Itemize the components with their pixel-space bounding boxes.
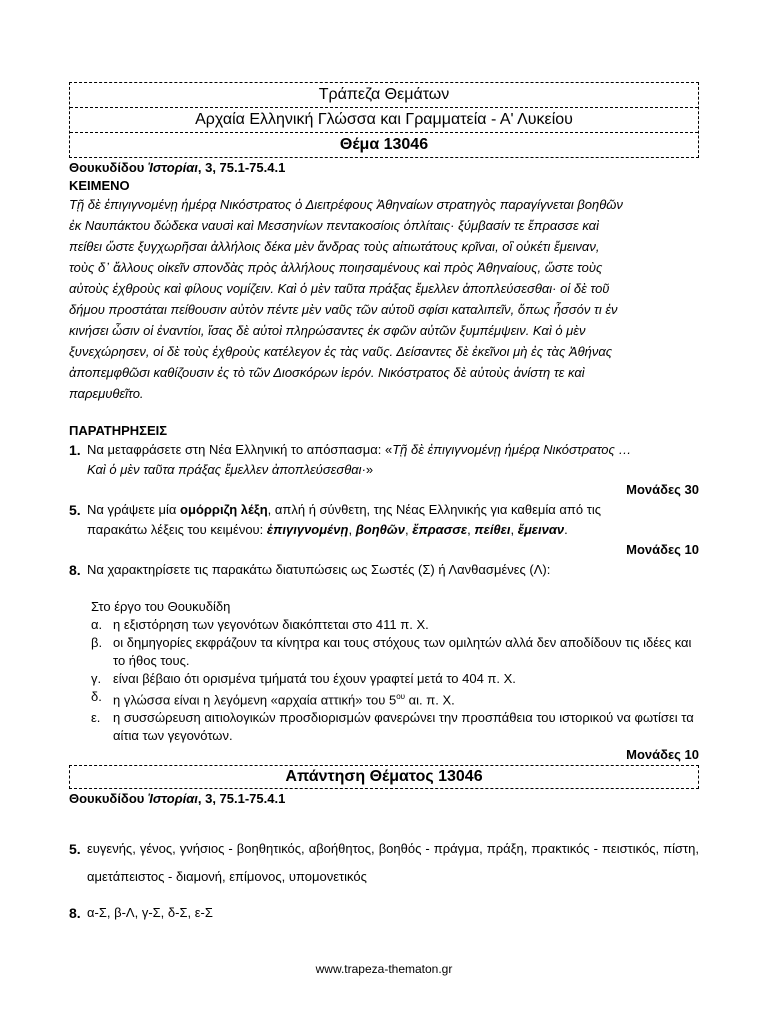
text-line: αὐτοὺς ἐχθροὺς καὶ φίλους νομίζειν. Καὶ ὁ μὲν ταῦτα πράξας ἔμελλεν ἀποπλεύσεσθαι· οἱ δὲ τοῦ <box>69 281 610 296</box>
separator: , <box>404 522 413 537</box>
question-number: 1. <box>69 442 81 458</box>
source-reference <box>69 160 699 176</box>
answer-number: 5. <box>69 841 81 858</box>
answer-8 <box>69 899 699 927</box>
term: ἔμειναν <box>517 522 565 537</box>
text-line: κινήσει ὦσιν οἱ ἐναντίοι, ἴσας δὲ αὐτοὶ πληρώσαντες ἐκ σφῶν αὐτῶν ξυμπέμψειν. Καὶ ὁ μὲν <box>69 323 586 338</box>
question-text: παρακάτω λέξεις του κειμένου: <box>87 522 267 537</box>
text-line: ξυνεχώρησεν, οἱ δὲ τοὺς ἐχθροὺς κατέλεγον ἐς τὰς ναῦς. Δείσαντες δὲ ἐκεῖνοι μὴ ἐς τὰς Ἀθήνας <box>69 344 613 359</box>
term: βοηθῶν <box>355 522 405 537</box>
statement-text: η συσσώρευση αιτιολογικών προσδιορισμών φανερώνει την προσπάθεια του ιστορικού να φωτίσει τα αίτια των γεγονότων. <box>113 710 694 744</box>
text-line: ἀποπεμφθῶσι καθίζουσιν ἐς τὸ τῶν Διοσκόρων ἱερόν. Νικόστρατος δὲ αὐτοὺς ἀνίστη τε καὶ <box>69 365 585 380</box>
answer-5 <box>69 835 699 891</box>
quote: Τῇ δὲ ἐπιγιγνομένῃ ἡμέρᾳ Νικόστρατος … <box>392 442 632 457</box>
question-number: 8. <box>69 562 81 578</box>
term: ἐπιγιγνομένῃ <box>266 522 349 537</box>
text-line: δήμου προστάται πείθουσιν αὐτὸν πέντε μὲν ναῦς τῶν αὑτοῦ σφίσι καταλιπεῖν, ὅπως ἧσσόν τι ἐν <box>69 302 618 317</box>
separator: , <box>510 522 518 537</box>
statement-c <box>69 670 699 688</box>
source-ref: , 3, 75.1-75.4.1 <box>197 160 286 175</box>
notes-heading: ΠΑΡΑΤΗΡΗΣΕΙΣ <box>69 423 168 438</box>
text-line: παρεμυθεῖτο. <box>69 386 144 401</box>
source-ref: , 3, 75.1-75.4.1 <box>197 791 286 807</box>
question-number: 5. <box>69 502 81 518</box>
statement-b <box>69 634 699 670</box>
separator: , <box>467 522 475 537</box>
question-text: Να μεταφράσετε στη Νέα Ελληνική το απόσπασμα: « <box>87 442 393 457</box>
statement-letter: α. <box>91 617 103 632</box>
emphasis: ομόρριζη λέξη <box>180 502 268 517</box>
text-line: πείθει ὥστε ξυγχωρῆσαι ἀλλήλοις δέκα μὲν ἄνδρας τοὺς αἰτιωτάτους κρῖναι, οἳ οὐκέτι ἔμειναν, <box>69 239 600 254</box>
statement-text: αι. π. Χ. <box>405 692 455 708</box>
statement-e <box>69 709 699 745</box>
question-1 <box>69 440 699 480</box>
statement-d <box>69 688 699 709</box>
answer-text: α-Σ, β-Λ, γ-Σ, δ-Σ, ε-Σ <box>87 905 213 921</box>
answer-number: 8. <box>69 905 81 922</box>
statement-body <box>113 688 699 709</box>
statement-letter: δ. <box>91 689 102 704</box>
question-text: Να χαρακτηρίσετε τις παρακάτω διατυπώσεις ως Σωστές (Σ) ή Λανθασμένες (Λ): <box>87 562 551 577</box>
statement-letter: γ. <box>91 671 102 686</box>
question-5 <box>69 500 699 540</box>
answer-title: Απάντηση Θέματος 13046 <box>285 768 483 786</box>
quote-close: » <box>365 462 374 477</box>
question-text: Να γράψετε μία <box>87 502 181 517</box>
source-author: Θουκυδίδου <box>69 791 145 807</box>
statement-text: η εξιστόρηση των γεγονότων διακόπτεται στο 411 π. Χ. <box>113 617 429 632</box>
question-text: , απλή ή σύνθετη, της Νέας Ελληνικής για καθεμία από τις <box>267 502 602 517</box>
answer-source-reference <box>69 791 699 807</box>
footer-url: www.trapeza-thematon.gr <box>315 962 453 976</box>
document-page <box>69 82 699 927</box>
statement-text: είναι βέβαιο ότι ορισμένα τμήματά του έχουν γραφτεί μετά το 404 π. Χ. <box>113 671 516 686</box>
source-author: Θουκυδίδου <box>69 160 145 175</box>
ancient-text <box>69 194 699 404</box>
bank-title: Τράπεζα Θεμάτων <box>318 86 450 103</box>
text-line: τοὺς δ᾽ ἄλλους οἰκεῖν σπονδὰς πρὸς ἀλλήλους ποιησαμένους καὶ πρὸς Ἀθηναίους, ὥστε τοὺς <box>69 260 603 275</box>
source-work: Ἱστορίαι <box>147 160 198 175</box>
marks: Μονάδες 30 <box>626 482 699 497</box>
text-line: ἐκ Ναυπάκτου δώδεκα ναυσὶ καὶ Μεσσηνίων πεντακοσίοις ὁπλίταις· ξύμβασίν τε ἔπρασσε καὶ <box>69 218 599 233</box>
statement-letter: ε. <box>91 710 101 726</box>
statement-text: οι δημηγορίες εκφράζουν τα κίνητρα και τους στόχους των ομιλητών αλλά δεν αποδίδουν τις ιδέες και το ήθος τους. <box>113 635 692 668</box>
period: . <box>564 522 568 537</box>
statement-a <box>69 616 699 634</box>
title-box <box>69 82 699 158</box>
statement-text: η γλώσσα είναι η λεγόμενη «αρχαία αττική» του 5 <box>113 692 397 708</box>
text-heading: ΚΕΙΜΕΝΟ <box>69 178 130 193</box>
quote: Καὶ ὁ μὲν ταῦτα πράξας ἔμελλεν ἀποπλεύσεσθαι· <box>87 462 366 477</box>
text-line: Τῇ δὲ ἐπιγιγνομένῃ ἡμέρᾳ Νικόστρατος ὁ Διειτρέφους Ἀθηναίων στρατηγὸς παραγίγνεται βοηθῶν <box>69 197 623 212</box>
question-8 <box>69 560 699 580</box>
term: πείθει <box>474 522 511 537</box>
course-title: Αρχαία Ελληνική Γλώσσα και Γραμματεία - Α' Λυκείου <box>70 107 698 132</box>
marks: Μονάδες 10 <box>626 747 699 763</box>
marks: Μονάδες 10 <box>626 542 699 557</box>
separator: , <box>348 522 356 537</box>
source-work: Ἱστορίαι <box>147 791 198 807</box>
answer-text: ευγενής, γένος, γνήσιος - βοηθητικός, αβοήθητος, βοηθός - πράγμα, πράξη, πρακτικός - πειστικός, πίστη, αμετάπειστος - διαμονή, επίμονος, υπομονετικός <box>87 841 699 885</box>
subitems-intro: Στο έργο του Θουκυδίδη <box>91 599 231 614</box>
answer-title-box <box>69 765 699 789</box>
term: ἔπρασσε <box>412 522 468 537</box>
topic-number: Θέμα 13046 <box>70 132 698 157</box>
superscript: ου <box>396 692 406 701</box>
statement-letter: β. <box>91 635 103 650</box>
